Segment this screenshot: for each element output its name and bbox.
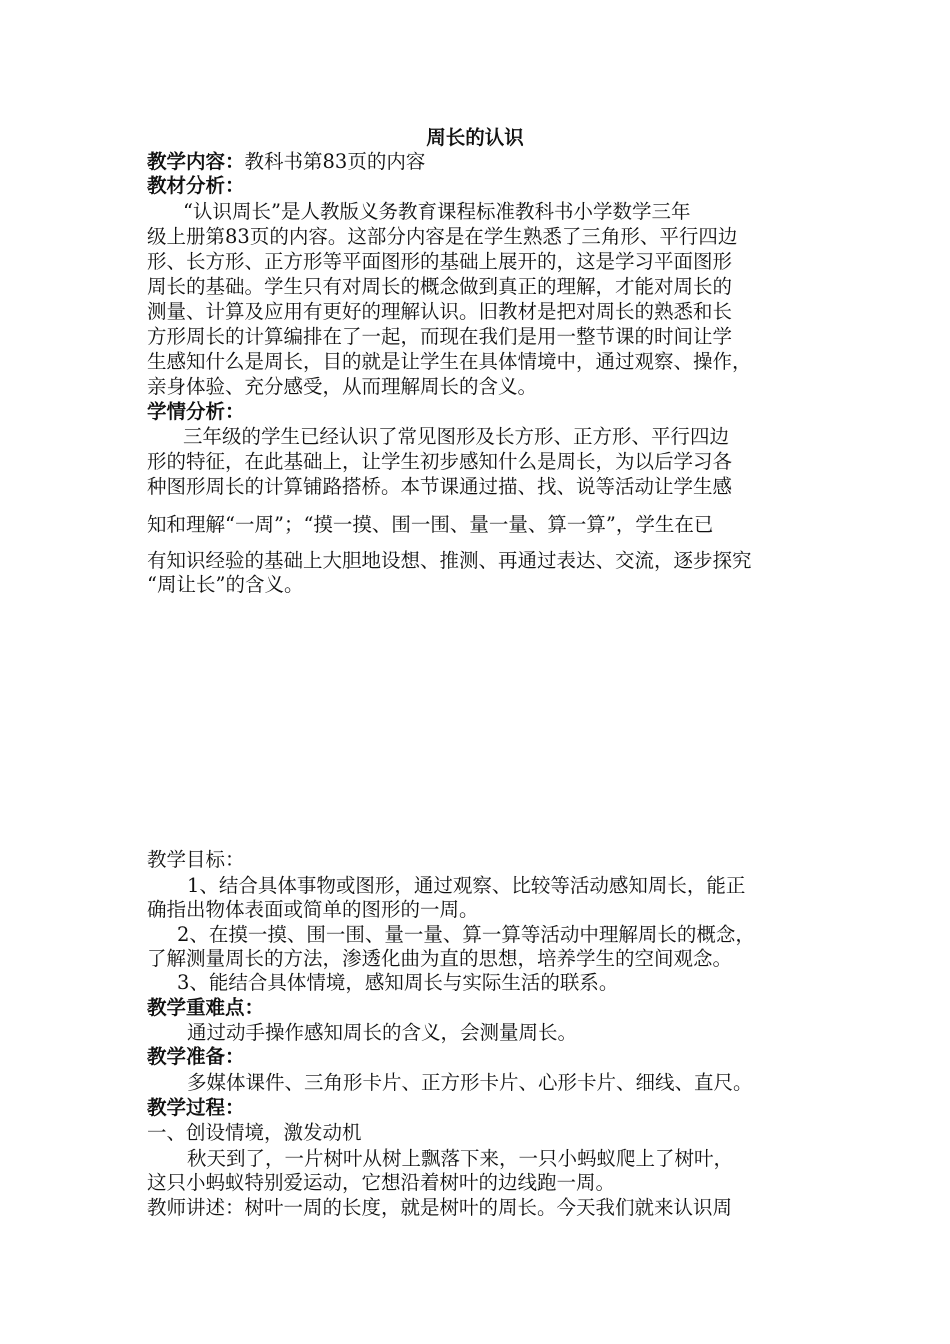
- analysis-line: 级上册第83页的内容。这部分内容是在学生熟悉了三角形、平行四边: [147, 225, 738, 248]
- student-line: 有知识经验的基础上大胆地设想、推测、再通过表达、交流，逐步探究: [147, 549, 752, 572]
- student-line: 知和理解“一周”；“摸一摸、围一围、量一量、算一算”，学生在已: [147, 513, 714, 536]
- content-row: [147, 150, 425, 174]
- analysis-line: 生感知什么是周长，目的就是让学生在具体情境中，通过观察、操作，: [147, 350, 752, 373]
- analysis-line: 亲身体验、充分感受，从而理解周长的含义。: [147, 375, 538, 398]
- process-line: 秋天到了，一片树叶从树上飘落下来，一只小蚂蚁爬上了树叶，: [187, 1147, 734, 1170]
- prep-text: 多媒体课件、三角形卡片、正方形卡片、心形卡片、细线、直尺。: [187, 1071, 753, 1094]
- analysis-line: 测量、计算及应用有更好的理解认识。旧教材是把对周长的熟悉和长: [147, 300, 733, 323]
- process-line: 教师讲述：树叶一周的长度，就是树叶的周长。今天我们就来认识周: [147, 1196, 733, 1219]
- analysis-line: 形、长方形、正方形等平面图形的基础上展开的，这是学习平面图形: [147, 250, 733, 273]
- goals-line: 了解测量周长的方法，渗透化曲为直的思想，培养学生的空间观念。: [147, 947, 733, 970]
- goals-line: 2、在摸一摸、围一围、量一量、算一算等活动中理解周长的概念，: [177, 923, 755, 946]
- goals-label: 教学目标：: [147, 848, 245, 871]
- key-text: 通过动手操作感知周长的含义，会测量周长。: [187, 1021, 578, 1044]
- analysis-line: 周长的基础。学生只有对周长的概念做到真正的理解，才能对周长的: [147, 275, 733, 298]
- student-line: 形的特征，在此基础上，让学生初步感知什么是周长，为以后学习各: [147, 450, 733, 473]
- goals-line: 3、能结合具体情境，感知周长与实际生活的联系。: [177, 971, 619, 994]
- goals-line: 确指出物体表面或简单的图形的一周。: [147, 898, 479, 921]
- analysis-label: 教材分析：: [147, 174, 245, 197]
- student-line: 种图形周长的计算铺路搭桥。本节课通过描、找、说等活动让学生感: [147, 475, 733, 498]
- analysis-line: 方形周长的计算编排在了一起，而现在我们是用一整节课的时间让学: [147, 325, 733, 348]
- analysis-line: “认识周长”是人教版义务教育课程标准教科书小学数学三年: [183, 200, 691, 223]
- student-line: 三年级的学生已经认识了常见图形及长方形、正方形、平行四边: [183, 425, 730, 448]
- content-text: 教科书第83页的内容: [244, 150, 426, 173]
- content-label: 教学内容：: [147, 150, 245, 173]
- student-label: 学情分析：: [147, 400, 245, 423]
- student-line: “周让长”的含义。: [147, 573, 304, 596]
- document-title: 周长的认识: [426, 126, 524, 149]
- process-line: 一、创设情境，激发动机: [147, 1121, 362, 1144]
- key-label: 教学重难点：: [147, 996, 265, 1019]
- process-line: 这只小蚂蚁特别爱运动，它想沿着树叶的边线跑一周。: [147, 1171, 616, 1194]
- prep-label: 教学准备：: [147, 1045, 245, 1068]
- process-label: 教学过程：: [147, 1096, 245, 1119]
- goals-line: 1、结合具体事物或图形，通过观察、比较等活动感知周长，能正: [187, 874, 746, 897]
